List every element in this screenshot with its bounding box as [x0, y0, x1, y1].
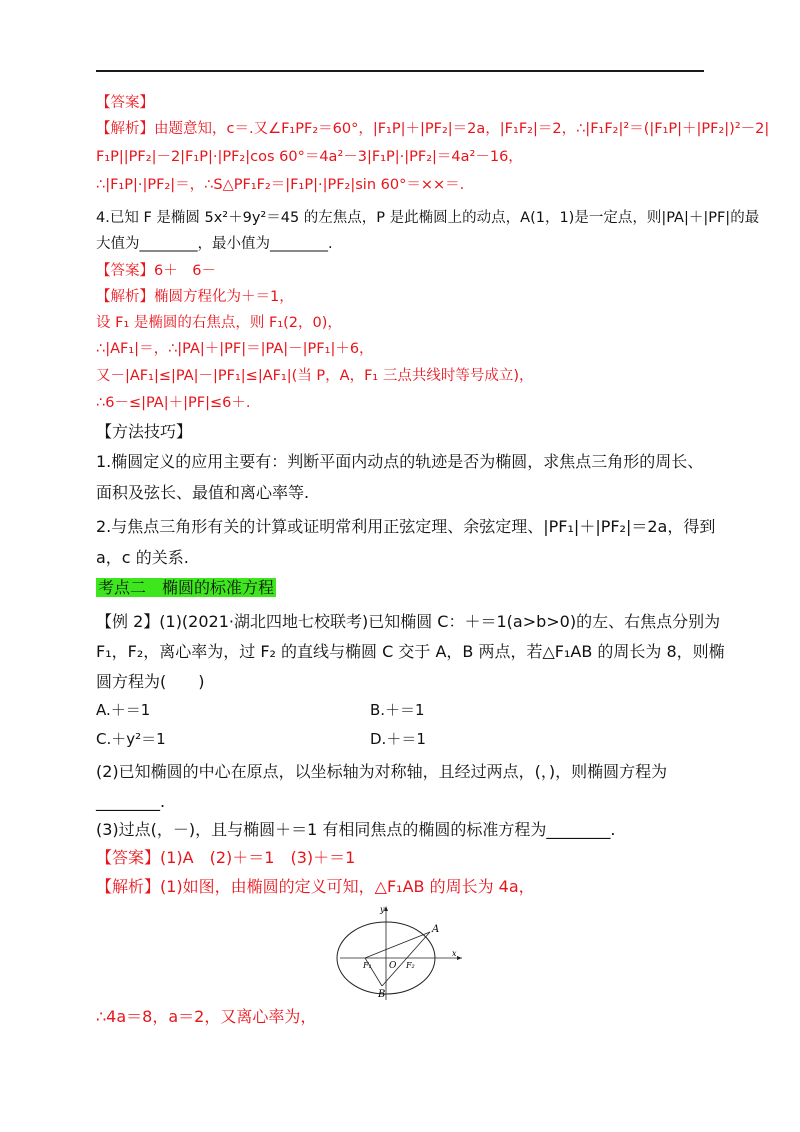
section-heading	[96, 576, 706, 600]
analysis-3-line-1: 【解析】(1)如图，由椭圆的定义可知，△F₁AB 的周长为 4a，	[96, 877, 535, 896]
answer-label-3: 【答案】(1)A (2)＋＝1 (3)＋＝1	[96, 848, 356, 867]
example-2-line-2: F₁，F₂，离心率为，过 F₂ 的直线与椭圆 C 交于 A，B 两点，若△F₁AB 的周长为 8，则椭	[96, 642, 725, 661]
analysis-line-3: ∴|F₁P|·|PF₂|＝，∴S△PF₁F₂＝|F₁P|·|PF₂|sin 60°＝××＝.	[96, 177, 465, 193]
ellipse-diagram	[336, 902, 466, 1000]
method-tips-heading: 【方法技巧】	[96, 422, 193, 441]
segment-f1-a	[365, 932, 430, 958]
choice-b: B.＋＝1	[370, 701, 425, 719]
example-2-line-1: 【例 2】(1)(2021·湖北四地七校联考)已知椭圆 C：＋＝1(a>b>0)的左、右焦点分别为	[96, 612, 721, 631]
analysis-2-line-5: ∴6－≤|PA|＋|PF|≤6＋.	[96, 395, 251, 411]
question-4-line-1: 4.已知 F 是椭圆 5x²＋9y²＝45 的左焦点，P 是此椭圆上的动点，A(1，1)是一定点，则|PA|＋|PF|的最	[96, 210, 760, 226]
analysis-2-line-3: ∴|AF₁|＝，∴|PA|＋|PF|＝|PA|－|PF₁|＋6，	[96, 341, 374, 357]
choice-a: A.＋＝1	[96, 701, 151, 719]
analysis-line-2: F₁P||PF₂|－2|F₁P|·|PF₂|cos 60°＝4a²－3|F₁P|·|PF₂|＝4a²－16，	[96, 149, 523, 165]
label-point-b: B	[378, 989, 386, 1000]
analysis-line-1: 【解析】由题意知，c＝.又∠F₁PF₂＝60°，|F₁P|＋|PF₂|＝2a，|F₁F₂|＝2，∴|F₁F₂|²＝(|F₁P|＋|PF₂|)²－2|	[96, 121, 770, 137]
analysis-3-line-2: ∴4a＝8，a＝2，又离心率为，	[96, 1007, 317, 1026]
label-y: y	[380, 905, 385, 914]
section-highlight: 考点二 椭圆的标准方程	[98, 578, 275, 597]
example-2-part-2-line-2: ________.	[96, 792, 166, 811]
header-rule	[96, 70, 704, 72]
label-x: x	[452, 949, 457, 958]
y-axis-arrow	[384, 906, 388, 911]
method-tip-2-line-1: 2.与焦点三角形有关的计算或证明常利用正弦定理、余弦定理、|PF₁|＋|PF₂|＝2a，得到	[96, 517, 716, 536]
method-tip-1-line-2: 面积及弦长、最值和离心率等.	[96, 483, 310, 502]
choice-d: D.＋＝1	[370, 730, 426, 748]
label-point-a: A	[432, 924, 440, 935]
x-axis-arrow	[457, 956, 462, 960]
answer-label-2: 【答案】6＋ 6－	[96, 263, 216, 279]
choice-c: C.＋y²＝1	[96, 730, 166, 748]
label-focus-f1: F₁	[363, 961, 372, 970]
example-2-part-3: (3)过点(，－)，且与椭圆＋＝1 有相同焦点的椭圆的标准方程为________.	[96, 820, 616, 839]
example-2-part-2-line-1: (2)已知椭圆的中心在原点，以坐标轴为对称轴，且经过两点，(，)，则椭圆方程为	[96, 762, 668, 781]
method-tip-2-line-2: a，c 的关系.	[96, 548, 189, 567]
analysis-2-line-4: 又－|AF₁|≤|PA|－|PF₁|≤|AF₁|(当 P，A，F₁ 三点共线时等号成立)，	[96, 368, 534, 384]
analysis-2-line-2: 设 F₁ 是椭圆的右焦点，则 F₁(2，0)，	[96, 315, 342, 331]
segment-a-b	[382, 932, 430, 986]
analysis-2-line-1: 【解析】椭圆方程化为＋＝1，	[96, 289, 294, 305]
label-focus-f2: F₂	[406, 961, 415, 970]
method-tip-1-line-1: 1.椭圆定义的应用主要有：判断平面内动点的轨迹是否为椭圆，求焦点三角形的周长、	[96, 452, 704, 471]
question-4-line-2: 大值为________，最小值为________.	[96, 236, 333, 252]
example-2-line-3: 圆方程为( )	[96, 672, 205, 691]
answer-label-1: 【答案】	[96, 95, 154, 111]
label-origin: O	[389, 961, 397, 971]
